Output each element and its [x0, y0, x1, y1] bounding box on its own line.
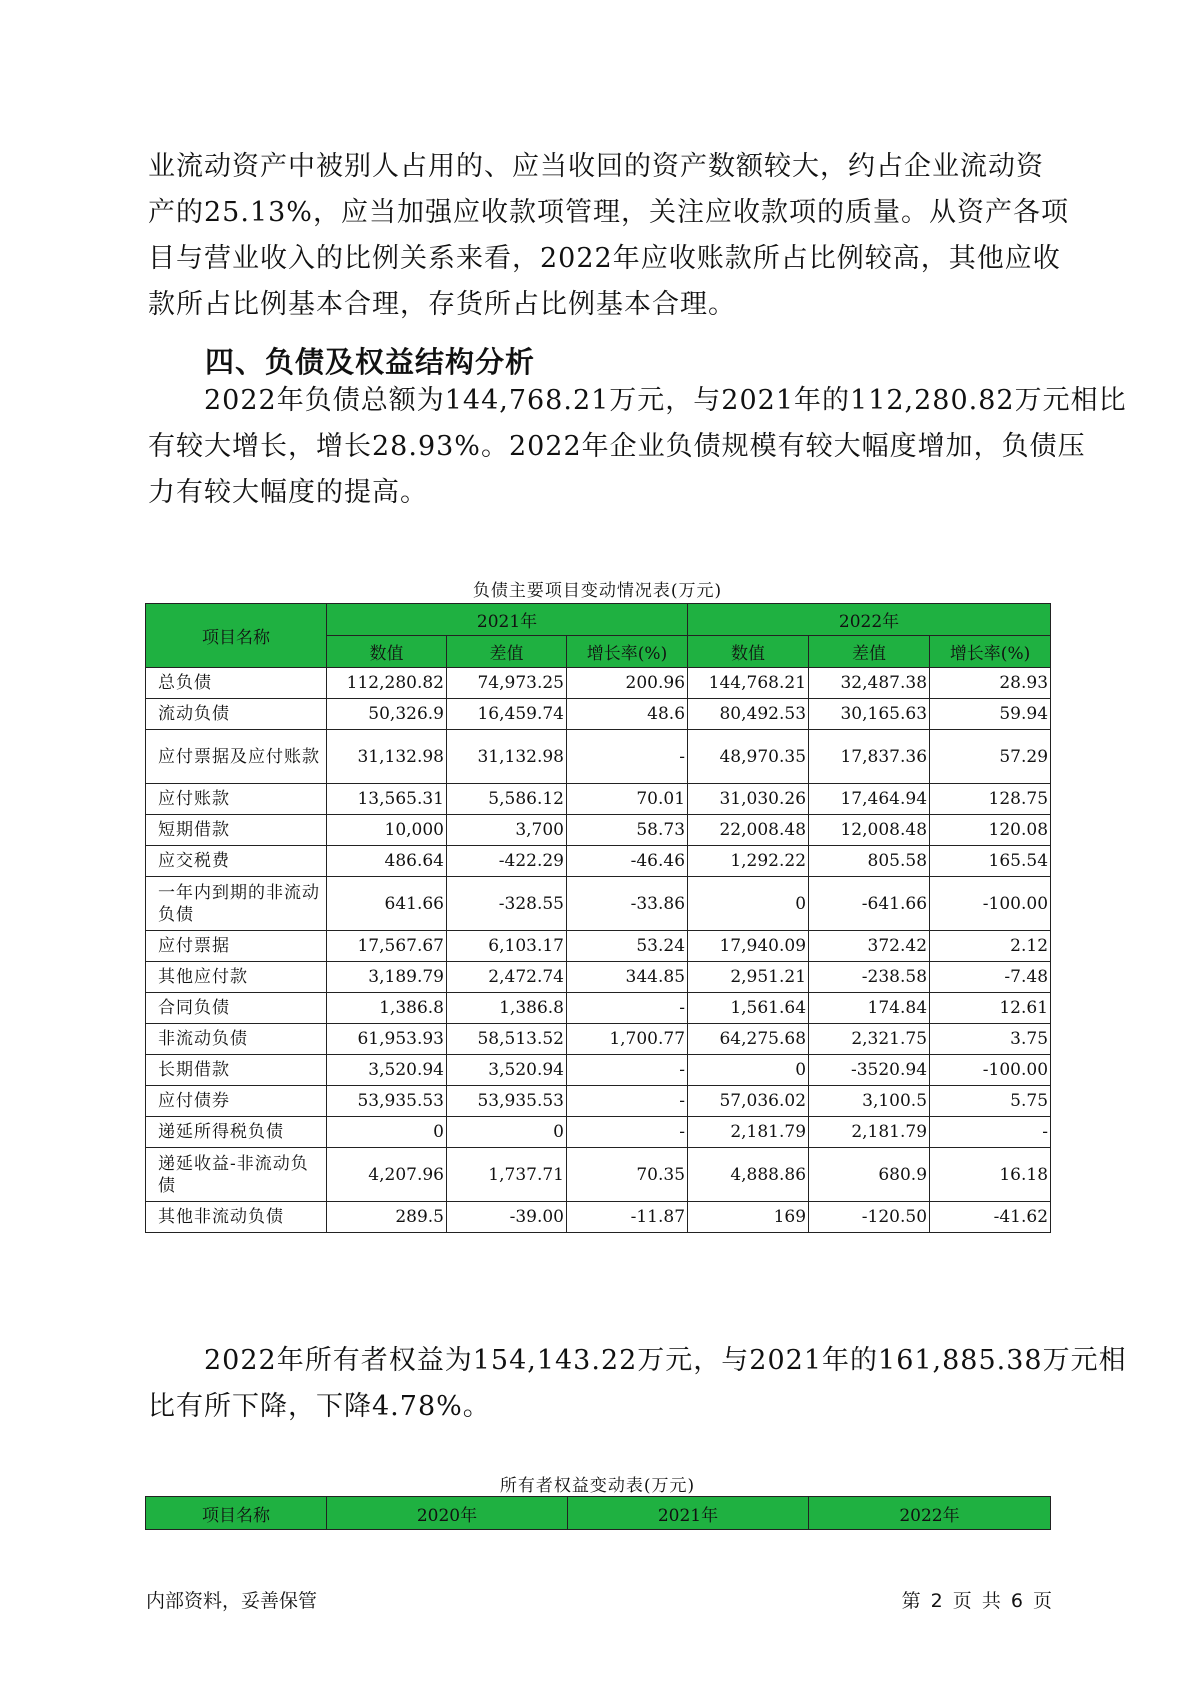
row-cell-value: 59.94: [930, 699, 1051, 730]
row-cell-value: -422.29: [447, 846, 567, 877]
row-cell-value: 58,513.52: [447, 1024, 567, 1055]
row-cell-value: 31,132.98: [447, 730, 567, 784]
row-cell-value: 1,292.22: [688, 846, 809, 877]
row-cell-value: 10,000: [327, 815, 447, 846]
row-cell-value: 344.85: [567, 962, 688, 993]
row-cell-value: 112,280.82: [327, 668, 447, 699]
table-row: [146, 668, 1051, 699]
row-cell-value: -7.48: [930, 962, 1051, 993]
row-cell-value: 3,520.94: [447, 1055, 567, 1086]
row-cell-value: 165.54: [930, 846, 1051, 877]
row-item-name: 总负债: [146, 668, 327, 699]
row-cell-value: 641.66: [327, 877, 447, 931]
equity-paragraph: [148, 1338, 1127, 1430]
row-cell-value: 805.58: [809, 846, 930, 877]
row-cell-value: 70.01: [567, 784, 688, 815]
subheader-growth-rate: 增长率(%): [567, 636, 688, 668]
table-row: [146, 1024, 1051, 1055]
row-cell-value: 48,970.35: [688, 730, 809, 784]
header-year-2021: 2021年: [568, 1497, 809, 1530]
row-cell-value: -46.46: [567, 846, 688, 877]
paragraph-line: 有较大增长，增长28.93%。2022年企业负债规模有较大幅度增加，负债压: [148, 431, 1086, 462]
row-cell-value: 0: [688, 877, 809, 931]
subheader-value: 数值: [327, 636, 447, 668]
row-cell-value: 57,036.02: [688, 1086, 809, 1117]
row-item-name: 应付债券: [146, 1086, 327, 1117]
row-cell-value: 3.75: [930, 1024, 1051, 1055]
row-cell-value: 3,520.94: [327, 1055, 447, 1086]
liability-table-body: [146, 668, 1051, 1233]
row-cell-value: 2,472.74: [447, 962, 567, 993]
row-cell-value: 3,100.5: [809, 1086, 930, 1117]
row-cell-value: 17,940.09: [688, 931, 809, 962]
row-cell-value: -100.00: [930, 1055, 1051, 1086]
row-cell-value: -: [930, 1117, 1051, 1148]
row-item-name: 其他非流动负债: [146, 1202, 327, 1233]
row-item-name: 递延所得税负债: [146, 1117, 327, 1148]
section-heading: 四、负债及权益结构分析: [205, 345, 536, 379]
intro-paragraph: [148, 144, 1069, 328]
header-year-2022: 2022年: [809, 1497, 1051, 1530]
row-cell-value: 53,935.53: [327, 1086, 447, 1117]
paragraph-line: 力有较大幅度的提高。: [148, 477, 428, 508]
row-cell-value: 3,700: [447, 815, 567, 846]
liability-table-caption: 负债主要项目变动情况表(万元): [472, 581, 723, 601]
row-cell-value: 486.64: [327, 846, 447, 877]
row-cell-value: 2,181.79: [809, 1117, 930, 1148]
row-cell-value: 6,103.17: [447, 931, 567, 962]
paragraph-line: 比有所下降，下降4.78%。: [148, 1391, 491, 1422]
row-cell-value: -: [567, 1086, 688, 1117]
table-row: [146, 1148, 1051, 1202]
row-cell-value: 2.12: [930, 931, 1051, 962]
row-cell-value: 2,321.75: [809, 1024, 930, 1055]
row-cell-value: -120.50: [809, 1202, 930, 1233]
row-cell-value: 13,565.31: [327, 784, 447, 815]
row-cell-value: 2,951.21: [688, 962, 809, 993]
row-cell-value: -328.55: [447, 877, 567, 931]
row-cell-value: 16,459.74: [447, 699, 567, 730]
row-cell-value: 17,567.67: [327, 931, 447, 962]
header-item-name: 项目名称: [146, 604, 327, 668]
table-row: [146, 931, 1051, 962]
row-cell-value: -33.86: [567, 877, 688, 931]
row-cell-value: 1,386.8: [447, 993, 567, 1024]
row-cell-value: 128.75: [930, 784, 1051, 815]
table-row: [146, 962, 1051, 993]
row-cell-value: 5.75: [930, 1086, 1051, 1117]
row-cell-value: 2,181.79: [688, 1117, 809, 1148]
row-cell-value: 22,008.48: [688, 815, 809, 846]
row-cell-value: -: [567, 730, 688, 784]
row-cell-value: 1,737.71: [447, 1148, 567, 1202]
row-cell-value: 57.29: [930, 730, 1051, 784]
row-cell-value: 61,953.93: [327, 1024, 447, 1055]
row-cell-value: 144,768.21: [688, 668, 809, 699]
row-cell-value: 16.18: [930, 1148, 1051, 1202]
table-row: [146, 846, 1051, 877]
row-cell-value: 53,935.53: [447, 1086, 567, 1117]
table-row: [146, 1202, 1051, 1233]
table-row: [146, 1117, 1051, 1148]
row-cell-value: 120.08: [930, 815, 1051, 846]
row-cell-value: -: [567, 1117, 688, 1148]
row-item-name: 应交税费: [146, 846, 327, 877]
liability-table: [145, 603, 1051, 1233]
row-cell-value: 200.96: [567, 668, 688, 699]
header-item-name: 项目名称: [146, 1497, 327, 1530]
paragraph-line: 2022年负债总额为144,768.21万元，与2021年的112,280.82万元相比: [148, 385, 1127, 416]
row-cell-value: 1,561.64: [688, 993, 809, 1024]
row-cell-value: -39.00: [447, 1202, 567, 1233]
row-cell-value: 31,132.98: [327, 730, 447, 784]
row-item-name: 一年内到期的非流动负债: [146, 877, 327, 931]
row-item-name: 非流动负债: [146, 1024, 327, 1055]
row-cell-value: 0: [688, 1055, 809, 1086]
row-cell-value: -: [567, 993, 688, 1024]
equity-table-caption: 所有者权益变动表(万元): [499, 1476, 696, 1496]
header-year-2022: 2022年: [688, 604, 1051, 636]
table-row: [146, 730, 1051, 784]
header-year-2020: 2020年: [327, 1497, 568, 1530]
row-cell-value: 64,275.68: [688, 1024, 809, 1055]
row-item-name: 流动负债: [146, 699, 327, 730]
row-item-name: 合同负债: [146, 993, 327, 1024]
footer-confidential-note: 内部资料，妥善保管: [146, 1590, 318, 1612]
row-cell-value: -238.58: [809, 962, 930, 993]
table-row: [146, 877, 1051, 931]
row-item-name: 应付账款: [146, 784, 327, 815]
table-row: [146, 815, 1051, 846]
paragraph-line: 业流动资产中被别人占用的、应当收回的资产数额较大，约占企业流动资: [148, 151, 1044, 182]
row-item-name: 长期借款: [146, 1055, 327, 1086]
subheader-value: 数值: [688, 636, 809, 668]
row-cell-value: 12.61: [930, 993, 1051, 1024]
row-cell-value: 12,008.48: [809, 815, 930, 846]
row-cell-value: 53.24: [567, 931, 688, 962]
row-cell-value: 32,487.38: [809, 668, 930, 699]
table-row: [146, 1086, 1051, 1117]
subheader-difference: 差值: [809, 636, 930, 668]
row-cell-value: -641.66: [809, 877, 930, 931]
table-row: [146, 784, 1051, 815]
footer-page-number: 第 2 页 共 6 页: [901, 1590, 1052, 1612]
equity-table: [145, 1496, 1051, 1530]
row-cell-value: 58.73: [567, 815, 688, 846]
row-cell-value: 70.35: [567, 1148, 688, 1202]
row-cell-value: -3520.94: [809, 1055, 930, 1086]
row-cell-value: 74,973.25: [447, 668, 567, 699]
paragraph-line: 产的25.13%，应当加强应收款项管理，关注应收款项的质量。从资产各项: [148, 197, 1069, 228]
row-item-name: 递延收益-非流动负债: [146, 1148, 327, 1202]
row-cell-value: 372.42: [809, 931, 930, 962]
row-cell-value: 174.84: [809, 993, 930, 1024]
header-year-2021: 2021年: [327, 604, 688, 636]
row-cell-value: -41.62: [930, 1202, 1051, 1233]
row-cell-value: -100.00: [930, 877, 1051, 931]
row-item-name: 应付票据: [146, 931, 327, 962]
row-cell-value: 0: [447, 1117, 567, 1148]
liability-paragraph: [148, 378, 1127, 516]
row-item-name: 应付票据及应付账款: [146, 730, 327, 784]
row-cell-value: 31,030.26: [688, 784, 809, 815]
paragraph-line: 目与营业收入的比例关系来看，2022年应收账款所占比例较高，其他应收: [148, 243, 1061, 274]
table-row: [146, 993, 1051, 1024]
subheader-growth-rate: 增长率(%): [930, 636, 1051, 668]
table-row: [146, 1055, 1051, 1086]
row-cell-value: 50,326.9: [327, 699, 447, 730]
row-cell-value: -: [567, 1055, 688, 1086]
row-item-name: 短期借款: [146, 815, 327, 846]
paragraph-line: 款所占比例基本合理，存货所占比例基本合理。: [148, 289, 736, 320]
row-cell-value: 4,888.86: [688, 1148, 809, 1202]
row-cell-value: 17,464.94: [809, 784, 930, 815]
row-cell-value: 169: [688, 1202, 809, 1233]
row-cell-value: 680.9: [809, 1148, 930, 1202]
row-cell-value: 28.93: [930, 668, 1051, 699]
row-cell-value: 289.5: [327, 1202, 447, 1233]
row-cell-value: 1,700.77: [567, 1024, 688, 1055]
row-cell-value: 17,837.36: [809, 730, 930, 784]
row-cell-value: -11.87: [567, 1202, 688, 1233]
paragraph-line: 2022年所有者权益为154,143.22万元，与2021年的161,885.38万元相: [148, 1345, 1127, 1376]
table-row: [146, 699, 1051, 730]
row-cell-value: 4,207.96: [327, 1148, 447, 1202]
row-cell-value: 48.6: [567, 699, 688, 730]
row-cell-value: 0: [327, 1117, 447, 1148]
subheader-difference: 差值: [447, 636, 567, 668]
row-cell-value: 3,189.79: [327, 962, 447, 993]
row-cell-value: 80,492.53: [688, 699, 809, 730]
row-cell-value: 1,386.8: [327, 993, 447, 1024]
row-item-name: 其他应付款: [146, 962, 327, 993]
row-cell-value: 30,165.63: [809, 699, 930, 730]
row-cell-value: 5,586.12: [447, 784, 567, 815]
